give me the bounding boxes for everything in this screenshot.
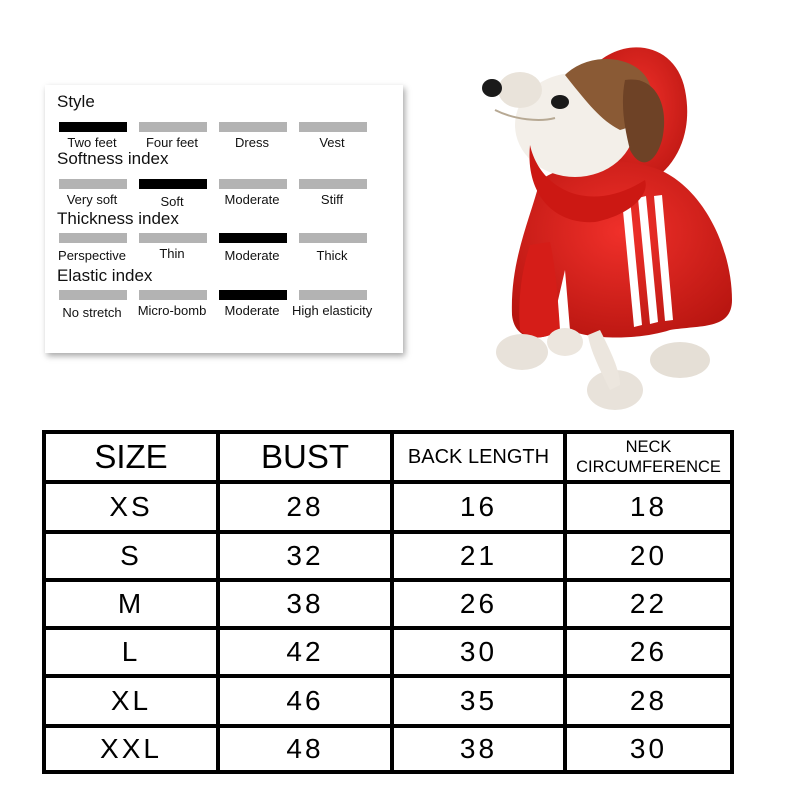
table-row [46, 630, 730, 678]
attribute-softness [57, 149, 397, 209]
cell-neck: 18 [629, 491, 668, 522]
table-header-row [46, 434, 730, 484]
cell-size: L [46, 630, 220, 674]
attribute-bar [299, 233, 367, 243]
attribute-thickness [57, 209, 397, 269]
attribute-option: Thick [316, 248, 348, 263]
attribute-style [57, 92, 397, 152]
cell-back-length: 16 [394, 484, 567, 530]
cell-bust: 28 [220, 484, 394, 530]
attribute-option: Dress [235, 135, 269, 150]
attribute-bar [59, 122, 127, 132]
cell-neck: 30 [629, 733, 668, 764]
attribute-bar [59, 233, 127, 243]
attribute-option: Perspective [58, 248, 126, 263]
cell-back-length: 26 [394, 582, 567, 626]
attribute-title: Elastic index [57, 266, 153, 285]
attribute-option: Soft [160, 194, 184, 209]
attribute-option: Moderate [224, 248, 280, 263]
cell-back-length: 35 [394, 678, 567, 724]
attribute-bar [219, 122, 287, 132]
table-row [46, 582, 730, 630]
attribute-option: Four feet [145, 135, 199, 150]
attribute-title: Softness index [57, 149, 169, 168]
cell-size: XS [46, 484, 220, 530]
header-neck-line-1: NECK [625, 438, 672, 456]
attribute-option: Vest [319, 135, 345, 150]
size-chart-table [42, 430, 734, 774]
dog-head [482, 59, 664, 177]
attribute-option: Moderate [224, 192, 280, 207]
table-row [46, 484, 730, 534]
attribute-bar [59, 290, 127, 300]
attribute-option: Micro-bomb [137, 303, 207, 318]
attribute-option: Thin [159, 246, 185, 261]
attribute-bars [59, 179, 379, 189]
attribute-title: Thickness index [57, 209, 179, 228]
table-row [46, 534, 730, 582]
header-bust: BUST [220, 434, 394, 480]
attribute-bar [299, 179, 367, 189]
table-row [46, 678, 730, 728]
attribute-elastic [57, 266, 397, 326]
cell-size: M [46, 582, 220, 626]
attribute-card [45, 85, 403, 353]
attribute-bar [299, 290, 367, 300]
header-neck-circumference [567, 434, 730, 480]
attribute-bar [59, 179, 127, 189]
attribute-bar [139, 233, 207, 243]
cell-neck: 20 [629, 540, 668, 571]
attribute-bar [219, 233, 287, 243]
attribute-labels [57, 246, 397, 262]
cell-neck: 26 [629, 636, 668, 667]
attribute-bar [219, 179, 287, 189]
cell-size: S [46, 534, 220, 578]
attribute-labels [57, 192, 397, 208]
attribute-option: Two feet [67, 135, 117, 150]
attribute-bar [139, 290, 207, 300]
attribute-bar [139, 122, 207, 132]
table-row [46, 728, 730, 770]
cell-back-length: 30 [394, 630, 567, 674]
cell-bust: 46 [220, 678, 394, 724]
cell-size: XL [46, 678, 220, 724]
attribute-option: Stiff [320, 192, 344, 207]
header-neck-line-2: CIRCUMFERENCE [576, 458, 721, 476]
attribute-bars [59, 122, 379, 132]
cell-bust: 42 [220, 630, 394, 674]
cell-back-length: 21 [394, 534, 567, 578]
attribute-title: Style [57, 92, 95, 111]
attribute-bar [299, 122, 367, 132]
cell-bust: 38 [220, 582, 394, 626]
cell-neck: 28 [629, 685, 668, 716]
attribute-option: High elasticity [292, 303, 373, 318]
attribute-bars [59, 290, 379, 300]
cell-bust: 32 [220, 534, 394, 578]
attribute-bar [139, 179, 207, 189]
cell-back-length: 38 [394, 728, 567, 770]
attribute-bar [219, 290, 287, 300]
attribute-option: Very soft [66, 192, 118, 207]
header-size: SIZE [46, 434, 220, 480]
dog-in-hoodie-photo [470, 30, 770, 415]
cell-bust: 48 [220, 728, 394, 770]
attribute-option: Moderate [224, 303, 280, 318]
cell-neck: 22 [629, 588, 668, 619]
attribute-bars [59, 233, 379, 243]
cell-size: XXL [46, 728, 220, 770]
attribute-option: No stretch [62, 305, 122, 320]
header-back-length: BACK LENGTH [394, 434, 567, 480]
attribute-labels [57, 303, 397, 319]
dog-paws [496, 328, 710, 410]
